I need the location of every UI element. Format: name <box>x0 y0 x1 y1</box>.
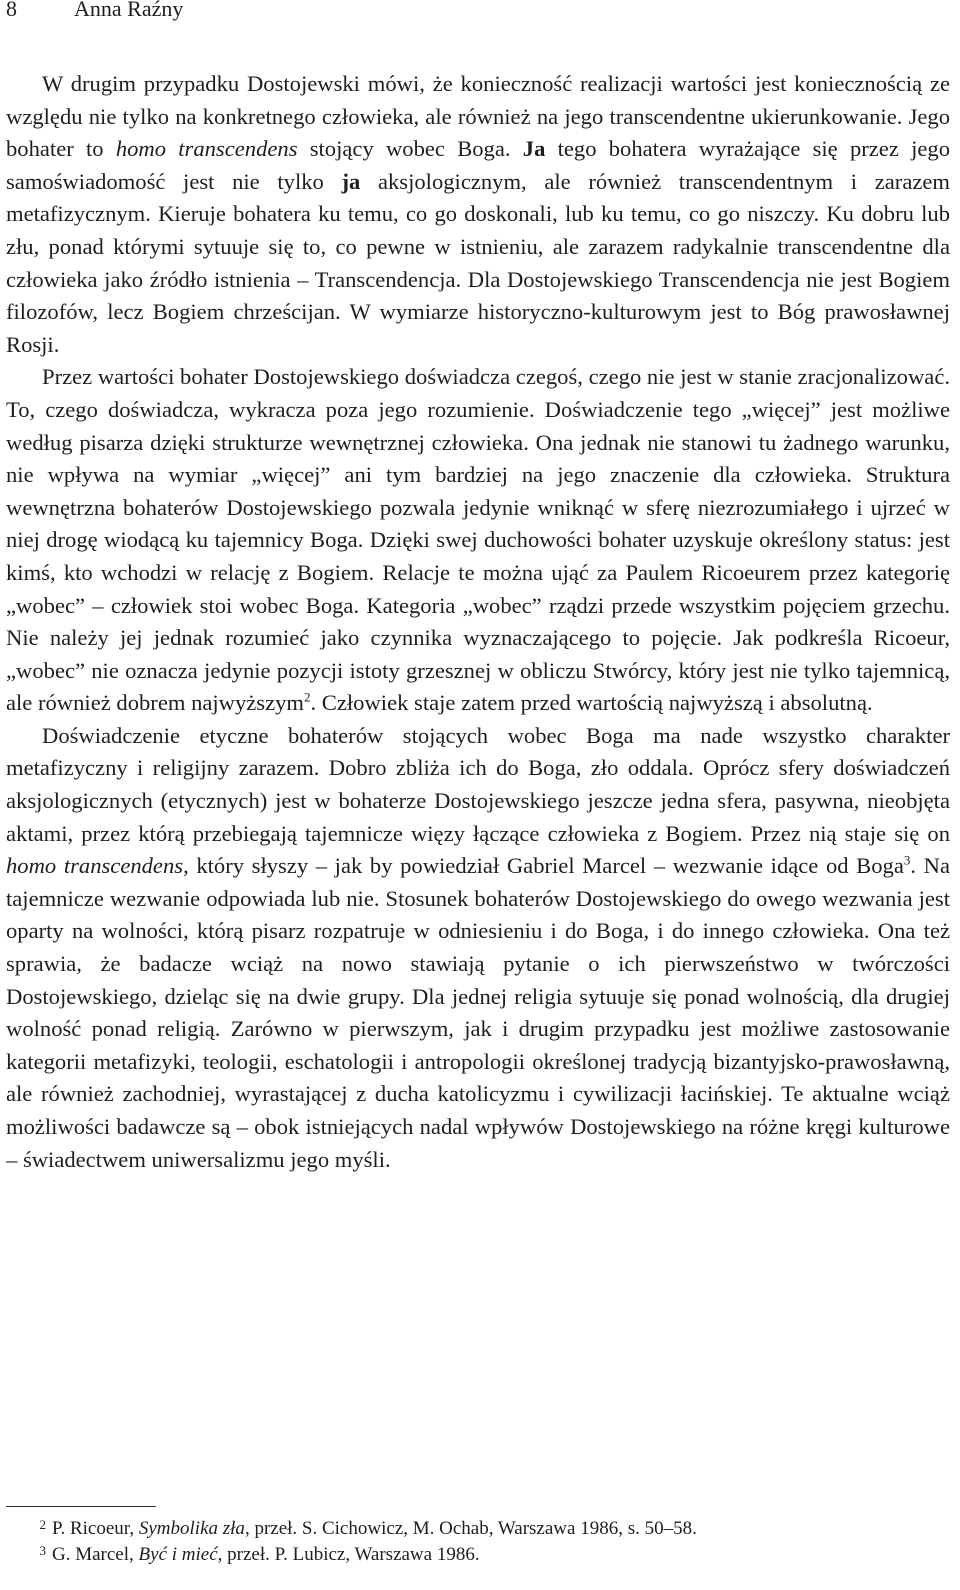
footnote-text <box>52 1516 697 1542</box>
footnote-author: G. Marcel, <box>52 1544 139 1565</box>
footnote-title: Być i mieć <box>138 1544 218 1565</box>
running-header-author: Anna Raźny <box>74 0 184 21</box>
body-text <box>6 68 950 1176</box>
bold-term: ja <box>341 168 361 194</box>
footnote-details: , przeł. P. Lubicz, Warszawa 1986. <box>217 1544 480 1565</box>
italic-term: homo transcendens <box>6 853 184 879</box>
paragraph-2-text-b: . Człowiek staje zatem przed wartością najwyższą i absolutną. <box>310 690 873 716</box>
page-number: 8 <box>6 0 17 21</box>
footnote-number: 2 <box>39 1517 46 1532</box>
bold-term: Ja <box>522 136 546 162</box>
footnote <box>6 1542 950 1568</box>
paragraph-1 <box>6 68 950 361</box>
paragraph-3-text-b: , który słyszy – jak by powiedział Gabriel Marcel – wezwanie idące od Boga <box>183 853 904 879</box>
paragraph-3-text-a: Doświadczenie etyczne bohaterów stojących wobec Boga ma nade wszystko charakter metafizyczny i religijny zarazem. Dobro zbliża ich do Boga, zło oddala. Oprócz sfery doświadczeń aksjologicznych (etycznych) jest w bohaterze Dostojewskiego jeszcze jedna sfera, pasywna, nieobjęta aktami, przez którą przebiegają tajemnicze więzy łączące człowieka z Bogiem. Przez nią staje się on <box>6 722 950 846</box>
paragraph-2-text-a: Przez wartości bohater Dostojewskiego doświadcza czegoś, czego nie jest w stanie zracjonalizować. To, czego doświadcza, wykracza poza jego rozumienie. Doświadczenie tego „więcej” jest możliwe według pisarza dzięki strukturze wewnętrznej człowieka. Ona jednak nie stanowi tu żadnego warunku, nie wpływa na wymiar „więcej” ani tym bardziej na jego znaczenie dla człowieka. Struktura wewnętrzna bohaterów Dostojewskiego pozwala jedynie wniknąć w sferę niezrozumiałego i ujrzeć w niej drogę wiodącą ku tajemnicy Boga. Dzięki swej duchowości bohater uzyskuje określony status: jest kimś, kto wchodzi w relację z Bogiem. Relacje te można ująć za Paulem Ricoeurem przez kategorię „wobec” – człowiek stoi wobec Boga. Kategoria „wobec” rządzi przede wszystkim pojęciem grzechu. Nie należy jej jednak rozumieć jako czynnika wyznaczającego to pojęcie. Jak podkreśla Ricoeur, „wobec” nie oznacza jedynie pozycji istoty grzesznej w obliczu Stwórcy, który jest nie tylko tajemnicą, ale również dobrem najwyższym <box>6 364 950 716</box>
footnote-text <box>52 1542 480 1568</box>
footnote-divider <box>6 1506 156 1507</box>
footnote-reference[interactable]: 3 <box>903 852 911 868</box>
footnote-number: 3 <box>39 1543 46 1558</box>
footnote-reference[interactable]: 2 <box>304 689 311 705</box>
paragraph-1-text-a: W drugim przypadku Dostojewski mówi, że konieczność realizacji wartości jest koniecznością ze względu nie tylko na konkretnego człowieka, ale również na jego transcendentne ukierunkowanie. Jego bohater to <box>6 71 950 162</box>
paragraph-2 <box>6 361 950 720</box>
footnotes <box>6 1516 950 1568</box>
running-header <box>6 0 183 24</box>
italic-term: homo transcendens <box>115 136 298 162</box>
footnote-author: P. Ricoeur, <box>52 1518 139 1539</box>
paragraph-1-text-d: aksjologicznym, ale również transcendentnym i zarazem metafizycznym. Kieruje bohatera ku temu, co go doskonali, lub ku temu, co go niszczy. Ku dobru lub złu, ponad którymi sytuuje się to, co pewne w istnieniu, ale zarazem radykalnie transcendentne dla człowieka jako źródło istnienia – Transcendencja. Dla Dostojewskiego Transcendencja nie jest Bogiem filozofów, lecz Bogiem chrześcijan. W wymiarze historyczno-kulturowym jest to Bóg prawosławnej Rosji. <box>6 168 950 357</box>
footnote-title: Symbolika zła <box>138 1518 245 1539</box>
footnote <box>6 1516 950 1542</box>
paragraph-1-text-b: stojący wobec Boga. <box>297 136 523 162</box>
paragraph-1-text-c: tego bohatera wyrażające się przez jego samoświadomość jest nie tylko <box>6 136 950 194</box>
paragraph-3 <box>6 720 950 1176</box>
footnote-details: , przeł. S. Cichowicz, M. Ochab, Warszawa 1986, s. 50–58. <box>244 1518 697 1539</box>
paragraph-3-text-c: . Na tajemnicze wezwanie odpowiada lub nie. Stosunek bohaterów Dostojewskiego do owego wezwania jest oparty na wolności, którą pisarz rozpatruje w odniesieniu i do Boga, i do innego człowieka. Ona też sprawia, że badacze wciąż na nowo stawiają pytanie o ich pierwszeństwo w twórczości Dostojewskiego, dzieląc się na dwie grupy. Dla jednej religia sytuuje się ponad wolnością, dla drugiej wolność ponad religią. Zarówno w pierwszym, jak i drugim przypadku jest możliwe zastosowanie kategorii metafizyki, teologii, eschatologii i antropologii określonej tradycją bizantyjsko-prawosławną, ale również zachodniej, wyrastającej z ducha katolicyzmu i cywilizacji łacińskiej. Te aktualne wciąż możliwości badawcze są – obok istniejących nadal wpływów Dostojewskiego na różne kręgi kulturowe – świadectwem uniwersalizmu jego myśli. <box>6 853 950 1172</box>
